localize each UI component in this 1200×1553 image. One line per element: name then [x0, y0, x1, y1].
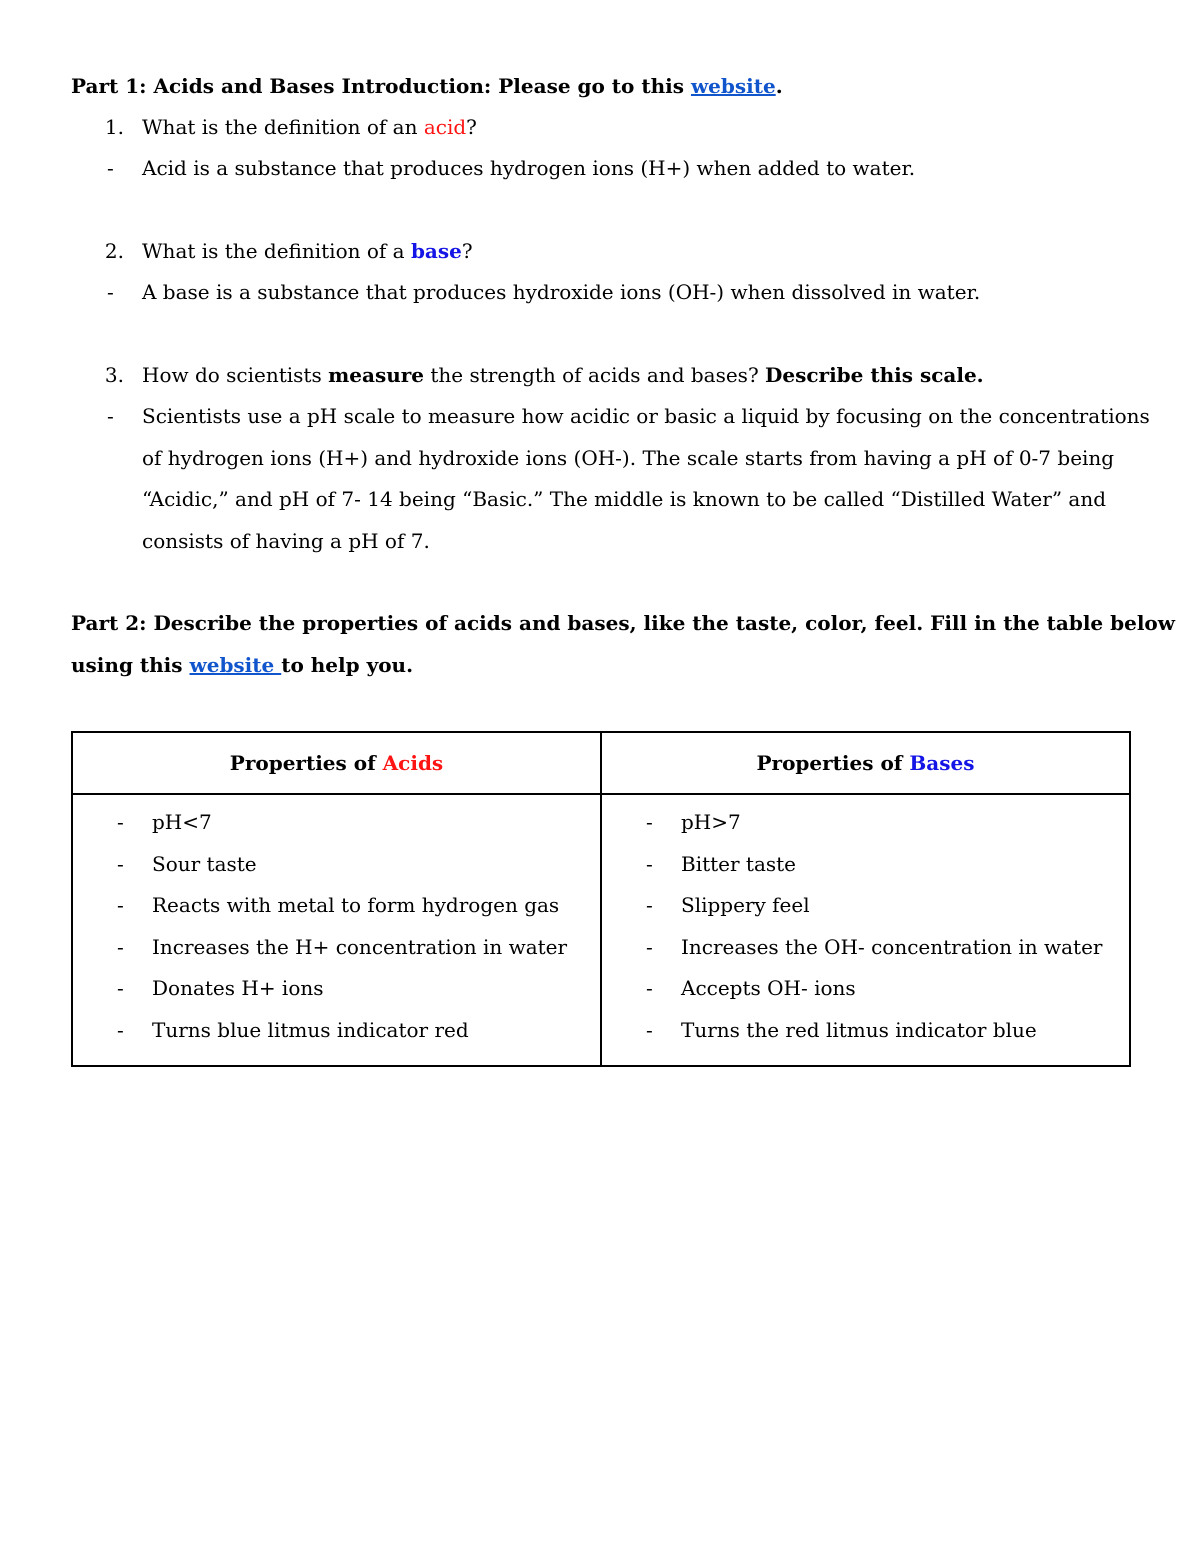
- question-3-prefix: How do scientists: [142, 363, 329, 387]
- part2-website-link[interactable]: website: [189, 653, 282, 677]
- base-property: Increases the OH- concentration in water: [681, 934, 1103, 959]
- list-dash: -: [117, 976, 124, 1000]
- acid-property: Turns blue litmus indicator red: [152, 1017, 469, 1042]
- base-property: Accepts OH- ions: [681, 976, 856, 1000]
- base-property: Slippery feel: [681, 893, 810, 917]
- bases-column-header: [601, 732, 1130, 794]
- acid-property: Increases the H+ concentration in water: [152, 934, 568, 959]
- acids-properties-list: [73, 795, 600, 1058]
- list-item: [602, 851, 1129, 893]
- acids-header-prefix: Properties of: [229, 751, 383, 775]
- list-item: [73, 975, 600, 1017]
- question-3-suffix: the strength of acids and bases?: [424, 363, 766, 387]
- part2-heading-line-1: Part 2: Describe the properties of acids and bases, like the taste, color, feel. Fill in the table below: [71, 611, 1175, 635]
- part1-heading: [71, 73, 783, 99]
- answer-2-text: A base is a substance that produces hydroxide ions (OH-) when dissolved in water.: [142, 280, 981, 304]
- list-item: [73, 892, 600, 934]
- question-1-suffix: ?: [466, 115, 477, 139]
- question-3-text: [142, 362, 984, 388]
- acid-property: pH<7: [152, 810, 212, 834]
- list-item: [73, 934, 600, 976]
- answer-3-line-3: “Acidic,” and pH of 7- 14 being “Basic.” The middle is known to be called “Distilled Water” and: [142, 487, 1107, 511]
- answer-2-dash: -: [107, 280, 114, 304]
- list-dash: -: [117, 893, 124, 917]
- list-dash: -: [117, 851, 124, 876]
- answer-1-dash: -: [107, 156, 114, 180]
- list-item: [602, 934, 1129, 976]
- part1-heading-text: Part 1: Acids and Bases Introduction: Please go to this: [71, 74, 691, 98]
- acid-keyword: acid: [423, 115, 467, 139]
- question-1-number: 1.: [104, 115, 124, 139]
- acids-header-word: Acids: [382, 751, 444, 775]
- acid-property: Sour taste: [152, 851, 257, 876]
- question-2-suffix: ?: [461, 239, 473, 263]
- part1-heading-period: .: [775, 74, 783, 98]
- list-dash: -: [646, 810, 653, 834]
- bases-header-word: Bases: [909, 751, 975, 775]
- list-dash: -: [646, 934, 653, 959]
- list-item: [73, 851, 600, 893]
- part2-heading-suffix: to help you.: [281, 653, 414, 677]
- bases-header-prefix: Properties of: [756, 751, 910, 775]
- base-keyword: base: [410, 239, 462, 263]
- list-dash: -: [646, 1017, 653, 1042]
- list-item: [602, 975, 1129, 1017]
- list-dash: -: [646, 976, 653, 1000]
- question-1-text: [142, 114, 477, 140]
- question-1-prefix: What is the definition of an: [142, 115, 424, 139]
- base-property: Turns the red litmus indicator blue: [681, 1017, 1037, 1042]
- bases-properties-cell: [601, 794, 1130, 1066]
- part2-heading-prefix: using this: [71, 653, 190, 677]
- list-item: [73, 809, 600, 851]
- list-dash: -: [117, 1017, 124, 1042]
- list-item: [602, 1017, 1129, 1059]
- acid-property: Donates H+ ions: [152, 976, 324, 1000]
- list-item: [73, 1017, 600, 1059]
- base-property: Bitter taste: [681, 851, 797, 876]
- list-dash: -: [646, 851, 653, 876]
- question-3-number: 3.: [104, 363, 124, 387]
- question-2-text: [142, 238, 473, 264]
- measure-keyword: measure: [328, 363, 425, 387]
- answer-3-line-4: consists of having a pH of 7.: [142, 529, 430, 553]
- acids-column-header: [72, 732, 601, 794]
- answer-1-text: Acid is a substance that produces hydrogen ions (H+) when added to water.: [142, 156, 916, 180]
- base-property: pH>7: [681, 810, 741, 834]
- question-3-bold-tail: Describe this scale.: [765, 363, 984, 387]
- list-item: [602, 892, 1129, 934]
- list-dash: -: [117, 810, 124, 834]
- acids-properties-cell: [72, 794, 601, 1066]
- answer-3-dash: -: [107, 404, 114, 428]
- question-2-number: 2.: [104, 239, 124, 263]
- question-2-prefix: What is the definition of a: [142, 239, 411, 263]
- answer-3-text-1: Scientists use a pH scale to measure how acidic or basic a liquid by focusing on the concentrations: [142, 404, 1150, 428]
- list-dash: -: [646, 893, 653, 917]
- part2-heading-line-2: [71, 652, 413, 678]
- part1-website-link[interactable]: website: [690, 74, 776, 98]
- bases-properties-list: [602, 795, 1129, 1058]
- acid-property: Reacts with metal to form hydrogen gas: [152, 893, 560, 917]
- properties-table: [71, 731, 1131, 1067]
- list-dash: -: [117, 934, 124, 959]
- answer-3-line-2: of hydrogen ions (H+) and hydroxide ions (OH-). The scale starts from having a pH of 0-7 being: [142, 446, 1115, 470]
- list-item: [602, 809, 1129, 851]
